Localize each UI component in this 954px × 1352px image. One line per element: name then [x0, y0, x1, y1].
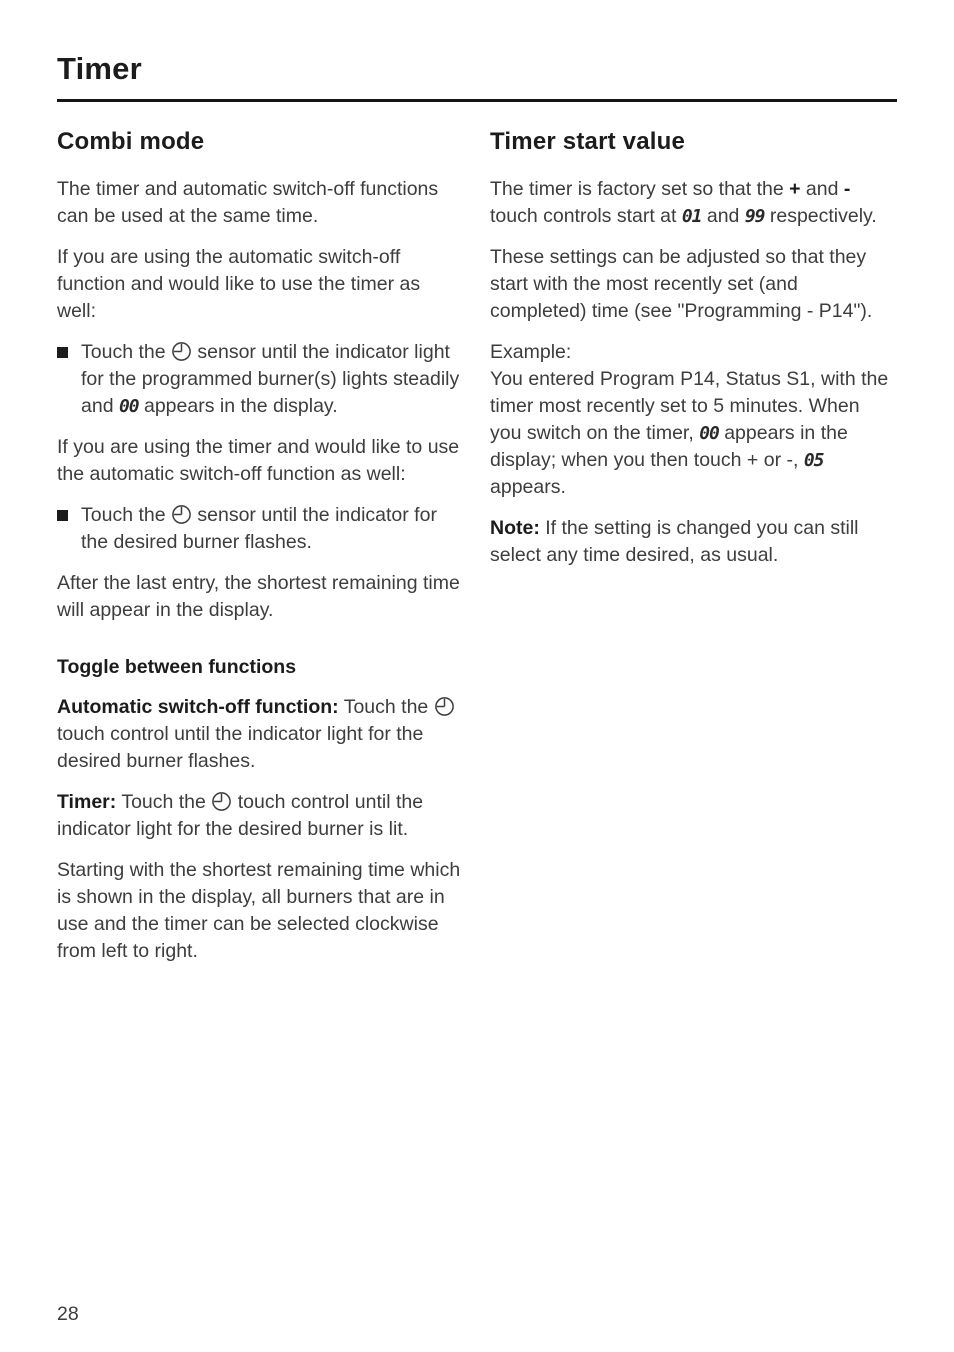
- text-run: If you are using the automatic switch-off function and would like to use the timer as well:: [57, 245, 421, 322]
- text-run: Touch the: [116, 790, 212, 813]
- paragraph: [57, 434, 463, 488]
- bold-text-run: Timer:: [57, 790, 117, 813]
- bold-text-run: -: [843, 177, 851, 200]
- right-column: [490, 128, 896, 979]
- paragraph: [490, 515, 896, 569]
- paragraph: [57, 570, 463, 624]
- square-bullet-icon: [57, 510, 68, 521]
- text-run: You entered Program P14, Status S1, with the timer most recently set to 5 minutes. When you switch on the timer,: [490, 367, 889, 444]
- left-column-blocks: [57, 176, 463, 965]
- text-run: respectively.: [764, 204, 877, 227]
- two-column-layout: [57, 128, 897, 979]
- bold-text-run: Note:: [490, 516, 540, 539]
- left-column: [57, 128, 463, 979]
- text-run: and: [800, 177, 844, 200]
- text-run: The timer and automatic switch-off functions can be used at the same time.: [57, 177, 439, 227]
- display-digits: 05: [803, 449, 824, 471]
- bold-text-run: +: [789, 177, 801, 200]
- bullet-text: [81, 502, 463, 556]
- text-run: appears in the display.: [138, 394, 338, 417]
- text-run: These settings can be adjusted so that they start with the most recently set (and completed) time (see "Programming - P14").: [490, 245, 873, 322]
- timer-sensor-clock-icon: [211, 791, 232, 813]
- text-run: Touch the: [81, 503, 171, 526]
- paragraph: [57, 789, 463, 843]
- bold-text-run: Toggle between functions: [57, 655, 297, 678]
- text-run: After the last entry, the shortest remaining time will appear in the display.: [57, 571, 460, 621]
- paragraph: [57, 176, 463, 230]
- text-run: If you are using the timer and would like to use the automatic switch-off function as well:: [57, 435, 460, 485]
- display-digits: 00: [118, 395, 139, 417]
- square-bullet-icon: [57, 347, 68, 358]
- display-digits: 00: [699, 422, 719, 444]
- text-run: appears in the display; when you then touch + or -,: [490, 421, 848, 471]
- display-digits: 99: [744, 205, 765, 227]
- bold-text-run: Automatic switch-off function:: [57, 695, 339, 718]
- paragraph: [490, 244, 896, 325]
- text-run: touch controls start at: [490, 204, 682, 227]
- subheading: [57, 654, 463, 681]
- bullet-item: [57, 339, 463, 420]
- title-rule: [57, 99, 897, 102]
- paragraph: [57, 244, 463, 325]
- page-number: 28: [57, 1303, 79, 1325]
- text-run: The timer is factory set so that the: [490, 177, 790, 200]
- right-column-blocks: [490, 176, 896, 569]
- text-run: Example:: [490, 340, 572, 363]
- paragraph: [490, 339, 896, 501]
- text-run: sensor until the indicator for the desired burner flashes.: [81, 503, 437, 553]
- text-run: Touch the: [81, 340, 171, 363]
- display-digits: 01: [681, 205, 702, 227]
- text-run: If the setting is changed you can still select any time desired, as usual.: [490, 516, 859, 566]
- text-run: and: [701, 204, 745, 227]
- timer-sensor-clock-icon: [171, 341, 192, 363]
- section-heading-timer-start-value: Timer start value: [490, 127, 686, 155]
- text-run: Touch the: [338, 695, 434, 718]
- bullet-item: [57, 502, 463, 556]
- text-run: touch control until the indicator light for the desired burner is lit.: [57, 790, 424, 840]
- text-run: appears.: [490, 475, 566, 498]
- paragraph: [57, 694, 463, 775]
- text-run: sensor until the indicator light for the programmed burner(s) lights steadily and: [81, 340, 460, 417]
- timer-sensor-clock-icon: [434, 696, 455, 718]
- page-title: Timer: [57, 51, 142, 86]
- timer-sensor-clock-icon: [171, 504, 192, 526]
- paragraph: [57, 857, 463, 965]
- paragraph: [490, 176, 896, 230]
- bullet-text: [81, 339, 463, 420]
- text-run: Starting with the shortest remaining time which is shown in the display, all burners that are in use and the timer can be selected clockwise from left to right.: [57, 858, 461, 962]
- section-heading-combi-mode: Combi mode: [57, 127, 205, 155]
- text-run: touch control until the indicator light for the desired burner flashes.: [57, 722, 424, 772]
